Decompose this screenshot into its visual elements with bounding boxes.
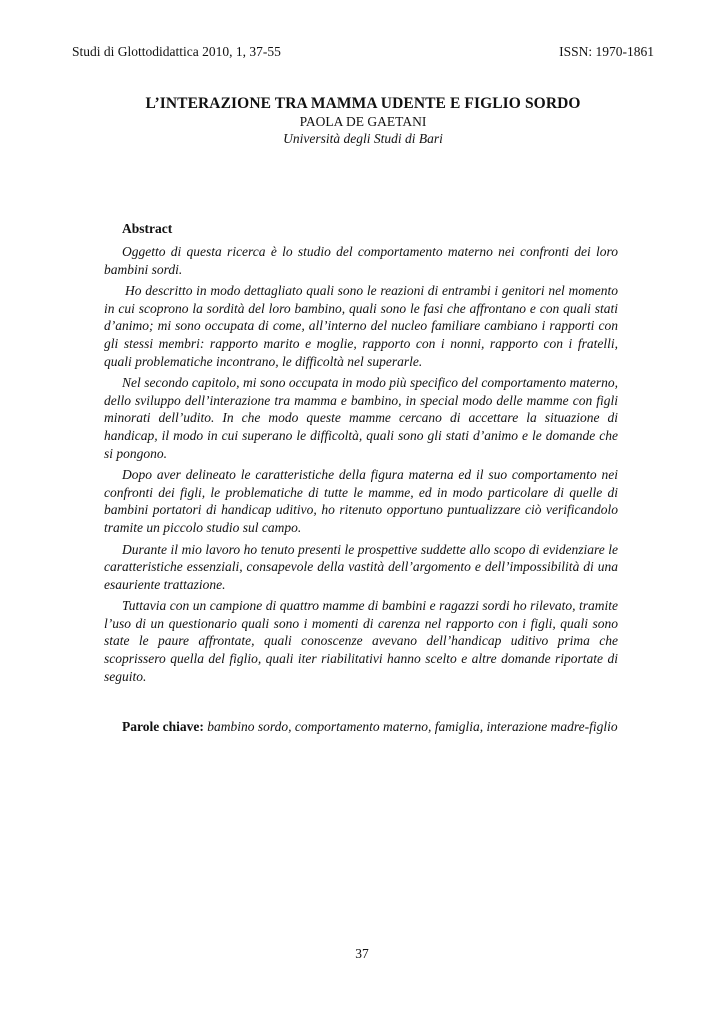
keywords-label: Parole chiave: [122, 719, 204, 735]
journal-citation: Studi di Glottodidattica 2010, 1, 37-55 [72, 44, 281, 59]
abstract-paragraph: Oggetto di questa ricerca è lo studio del comportamento materno nei confronti dei loro bambini sordi. [104, 244, 618, 277]
article-title: L’INTERAZIONE TRA MAMMA UDENTE E FIGLIO SORDO [145, 95, 581, 112]
title-block [72, 95, 654, 147]
keywords [104, 718, 618, 736]
author-affiliation: Università degli Studi di Bari [283, 131, 443, 146]
keywords-text: bambino sordo, comportamento materno, famiglia, interazione madre-figlio [207, 719, 618, 735]
abstract-heading: Abstract [122, 221, 173, 236]
issn-label: ISSN: 1970-1861 [559, 44, 654, 59]
abstract-paragraph: Ho descritto in modo dettagliato quali sono le reazioni di entrambi i genitori nel momento in cui scoprono la sordità del loro bambino, quali sono le fasi che affrontano e con quali stati d’animo; mi sono occupata di come, all’interno del nucleo familiare cambiano i rapporti con gli stessi membri: rapporto marito e moglie, rapporto con i nonni, rapporto con i fratelli, quali problematiche incontrano, le difficoltà nel superarle. [104, 283, 618, 369]
page-number: 37 [355, 946, 369, 961]
abstract-paragraph: Durante il mio lavoro ho tenuto presenti le prospettive suddette allo scopo di evidenziare le caratteristiche essenziali, consapevole della vastità dell’argomento e dell’impossibilità di una esauriente trattazione. [104, 541, 618, 592]
abstract-paragraph: Nel secondo capitolo, mi sono occupata in modo più specifico del comportamento materno, dello sviluppo dell’interazione tra mamma e bambino, in special modo delle mamme con figli minorati dell’udito. In che modo queste mamme cercano di accettare la situazione di handicap, il modo in cui superano le difficoltà, quali sono gli stati d’animo e le domande che si pongono. [104, 375, 618, 461]
author-name: PAOLA DE GAETANI [299, 114, 427, 129]
running-header [72, 43, 654, 61]
abstract-paragraph: Dopo aver delineato le caratteristiche della figura materna ed il suo comportamento nei confronti dei figli, le problematiche di tutte le mamme, ed in modo particolare di quelle di bambini portatori di handicap uditivo, ho ritenuto opportuno puntualizzare ciò verificandolo tramite un piccolo studio sul campo. [104, 467, 618, 535]
abstract-paragraph: Tuttavia con un campione di quattro mamme di bambini e ragazzi sordi ho rilevato, tramite l’uso di un questionario quali sono i momenti di carenza nel rapporto con i figli, quali sono state le paure affrontate, quali conoscenze avevano dell’handicap uditivo prima che scoprissero quella del figlio, quali iter riabilitativi hanno scelto e altre domande riportate di seguito. [104, 598, 618, 684]
abstract-section [104, 220, 618, 736]
